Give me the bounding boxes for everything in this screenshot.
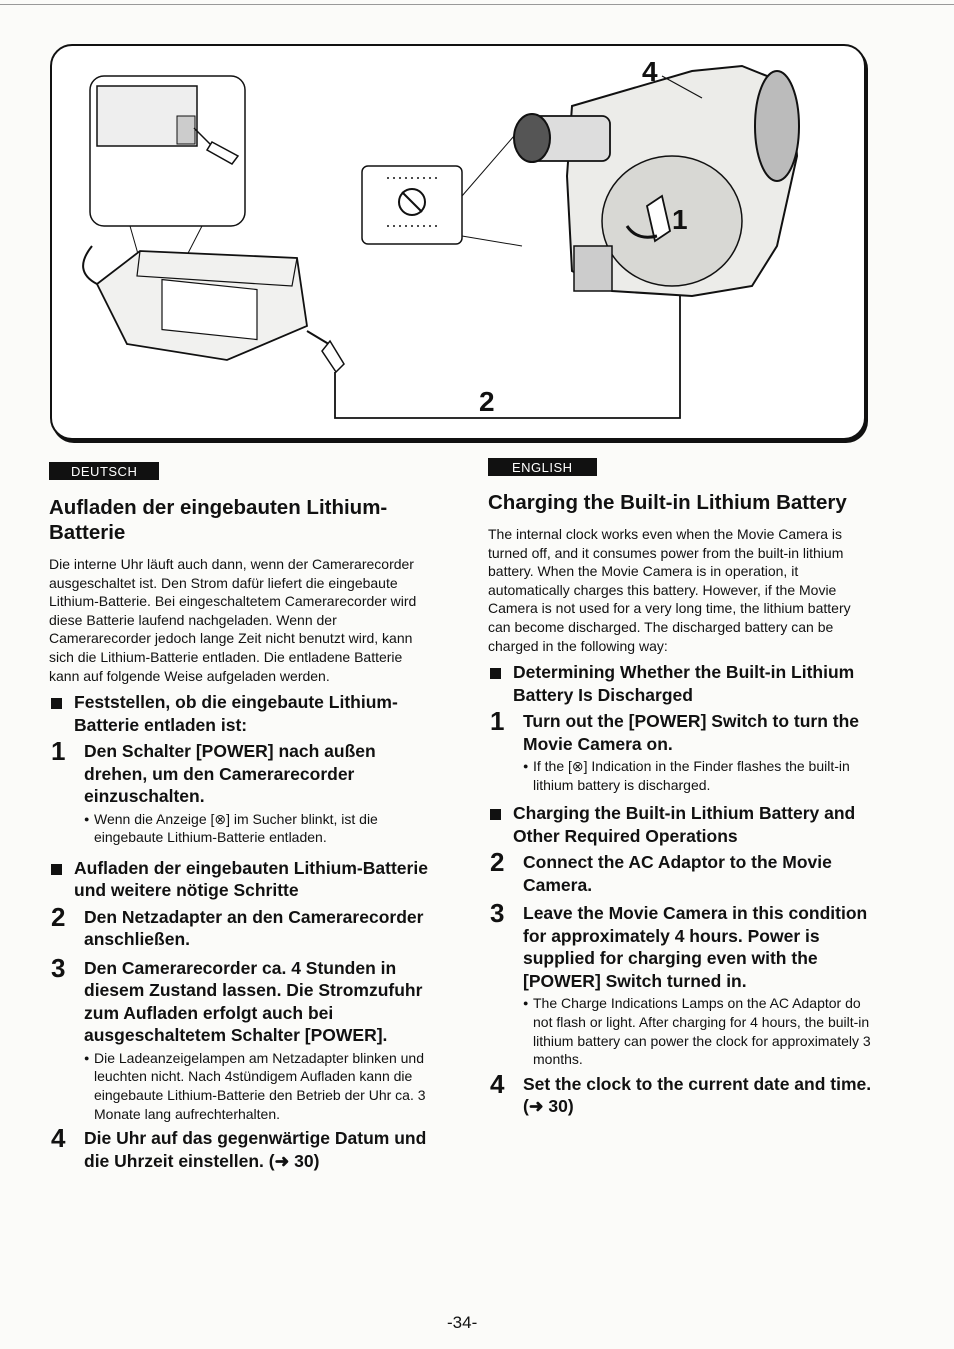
dc-plug-icon [207,142,238,164]
camera-lens [755,71,799,181]
callout-1: 1 [672,204,688,235]
callout-4: 4 [642,56,658,87]
deutsch-column [49,458,429,1174]
step-number: 2 [51,901,66,932]
english-column [488,458,873,1120]
intro-paragraph-deutsch: Die interne Uhr läuft auch dann, wenn der Camerarecorder ausgeschaltet ist. Den Strom dafür liefert die eingebaute Lithium-Batterie. Bei eingeschaltetem Camerarecorder wird diese Batterie laufend nachgeladen. Wenn der Camerarecorder jedoch lange Zeit nicht benutzt wird, kann sich die Lithium-Batterie entladen. Die entladene Batterie kann auf folgende Weise aufgeladen werden. [49,556,417,684]
step-number: 1 [51,736,66,767]
step-number: 3 [490,898,505,929]
note-3-english: ● The Charge Indications Lamps on the AC Adaptor do not flash or light. After charging for 4 hours, the built-in lithium battery can power the clock for approximately 3 months. [488,994,873,1068]
note-3-deutsch: ● Die Ladeanzeigelampen am Netzadapter blinken und leuchten nicht. Nach 4stündigem Aufladen kann die eingebaute Lithium-Batterie den Betrieb der Uhr ca. 3 Monate lang aufrechterhalten. [49,1049,429,1123]
note-1-english: ● If the [⊗] Indication in the Finder flashes the built-in lithium battery is discharged. [488,757,873,794]
step-number: 1 [490,706,505,737]
step-number: 2 [490,847,505,878]
step-4-deutsch [49,1123,429,1172]
power-cord [83,246,97,284]
step-4-english [488,1068,873,1118]
intro-paragraph-english: The internal clock works even when the Movie Camera is turned off, and it consumes power from the built-in lithium battery. When the Movie Camera is in operation, it automatically charges this battery. However, if the Movie Camera is not used for a very long time, the lithium battery can become discharged. The discharged battery can be charged in the following way: [488,526,851,654]
section-title-deutsch: Aufladen der eingebauten Lithium-Batterie [49,496,388,544]
step-text: Den Schalter [POWER] nach außen drehen, um den Camerarecorder einzuschalten. [84,741,376,807]
step-2-deutsch [49,901,429,951]
language-tag-english: ENGLISH [488,458,597,476]
subheading-check-english: Determining Whether the Built-in Lithium Battery Is Discharged [488,661,873,706]
battery-slot [162,280,257,340]
step-text: Die Uhr auf das gegenwärtige Datum und die Uhrzeit einstellen. (➜ 30) [84,1128,427,1171]
step-text: Connect the AC Adaptor to the Movie Camera. [523,852,832,895]
note-1-deutsch: ● Wenn die Anzeige [⊗] im Sucher blinkt, ist die eingebaute Lithium-Batterie entladen. [49,810,429,847]
page-number: -34- [447,1313,478,1332]
step-1-deutsch [49,736,429,808]
step-text: Den Netzadapter an den Camerarecorder anschließen. [84,906,424,950]
step-number: 3 [51,952,66,983]
subheading-charge-deutsch: Aufladen der eingebauten Lithium-Batterie und weitere nötige Schritte [49,857,429,902]
step-text: Leave the Movie Camera in this condition for approximately 4 hours. Power is supplied for charging even with the [POWER] Switch turned in. [523,903,868,991]
top-rule [0,4,954,5]
step-text: Den Camerarecorder ca. 4 Stunden in diesem Zustand lassen. Die Stromzufuhr zum Aufladen erfolgt auch bei ausgeschaltetem Schalter [POWER]. [84,957,423,1046]
subheading-check-deutsch: Feststellen, ob die eingebaute Lithium-Batterie entladen ist: [49,691,429,736]
callout-2: 2 [479,386,495,417]
step-number: 4 [51,1123,66,1154]
camera-adaptor-drawing [52,46,864,438]
language-tag-deutsch: DEUTSCH [49,462,159,480]
charging-illustration [50,44,866,440]
step-text: Turn out the [POWER] Switch to turn the Movie Camera on. [523,711,860,754]
step-3-deutsch [49,952,429,1047]
dc-input-jack [574,246,612,291]
step-number: 4 [490,1068,505,1099]
section-title-english: Charging the Built-in Lithium Battery [488,491,847,514]
viewfinder-eyepiece [514,114,550,162]
subheading-charge-english: Charging the Built-in Lithium Battery and Other Required Operations [488,802,873,847]
step-text: Set the clock to the current date and time. (➜ 30) [523,1073,872,1117]
dc-cable-plug [322,341,344,372]
step-1-english [488,706,873,755]
step-3-english [488,898,873,992]
step-2-english [488,847,873,896]
